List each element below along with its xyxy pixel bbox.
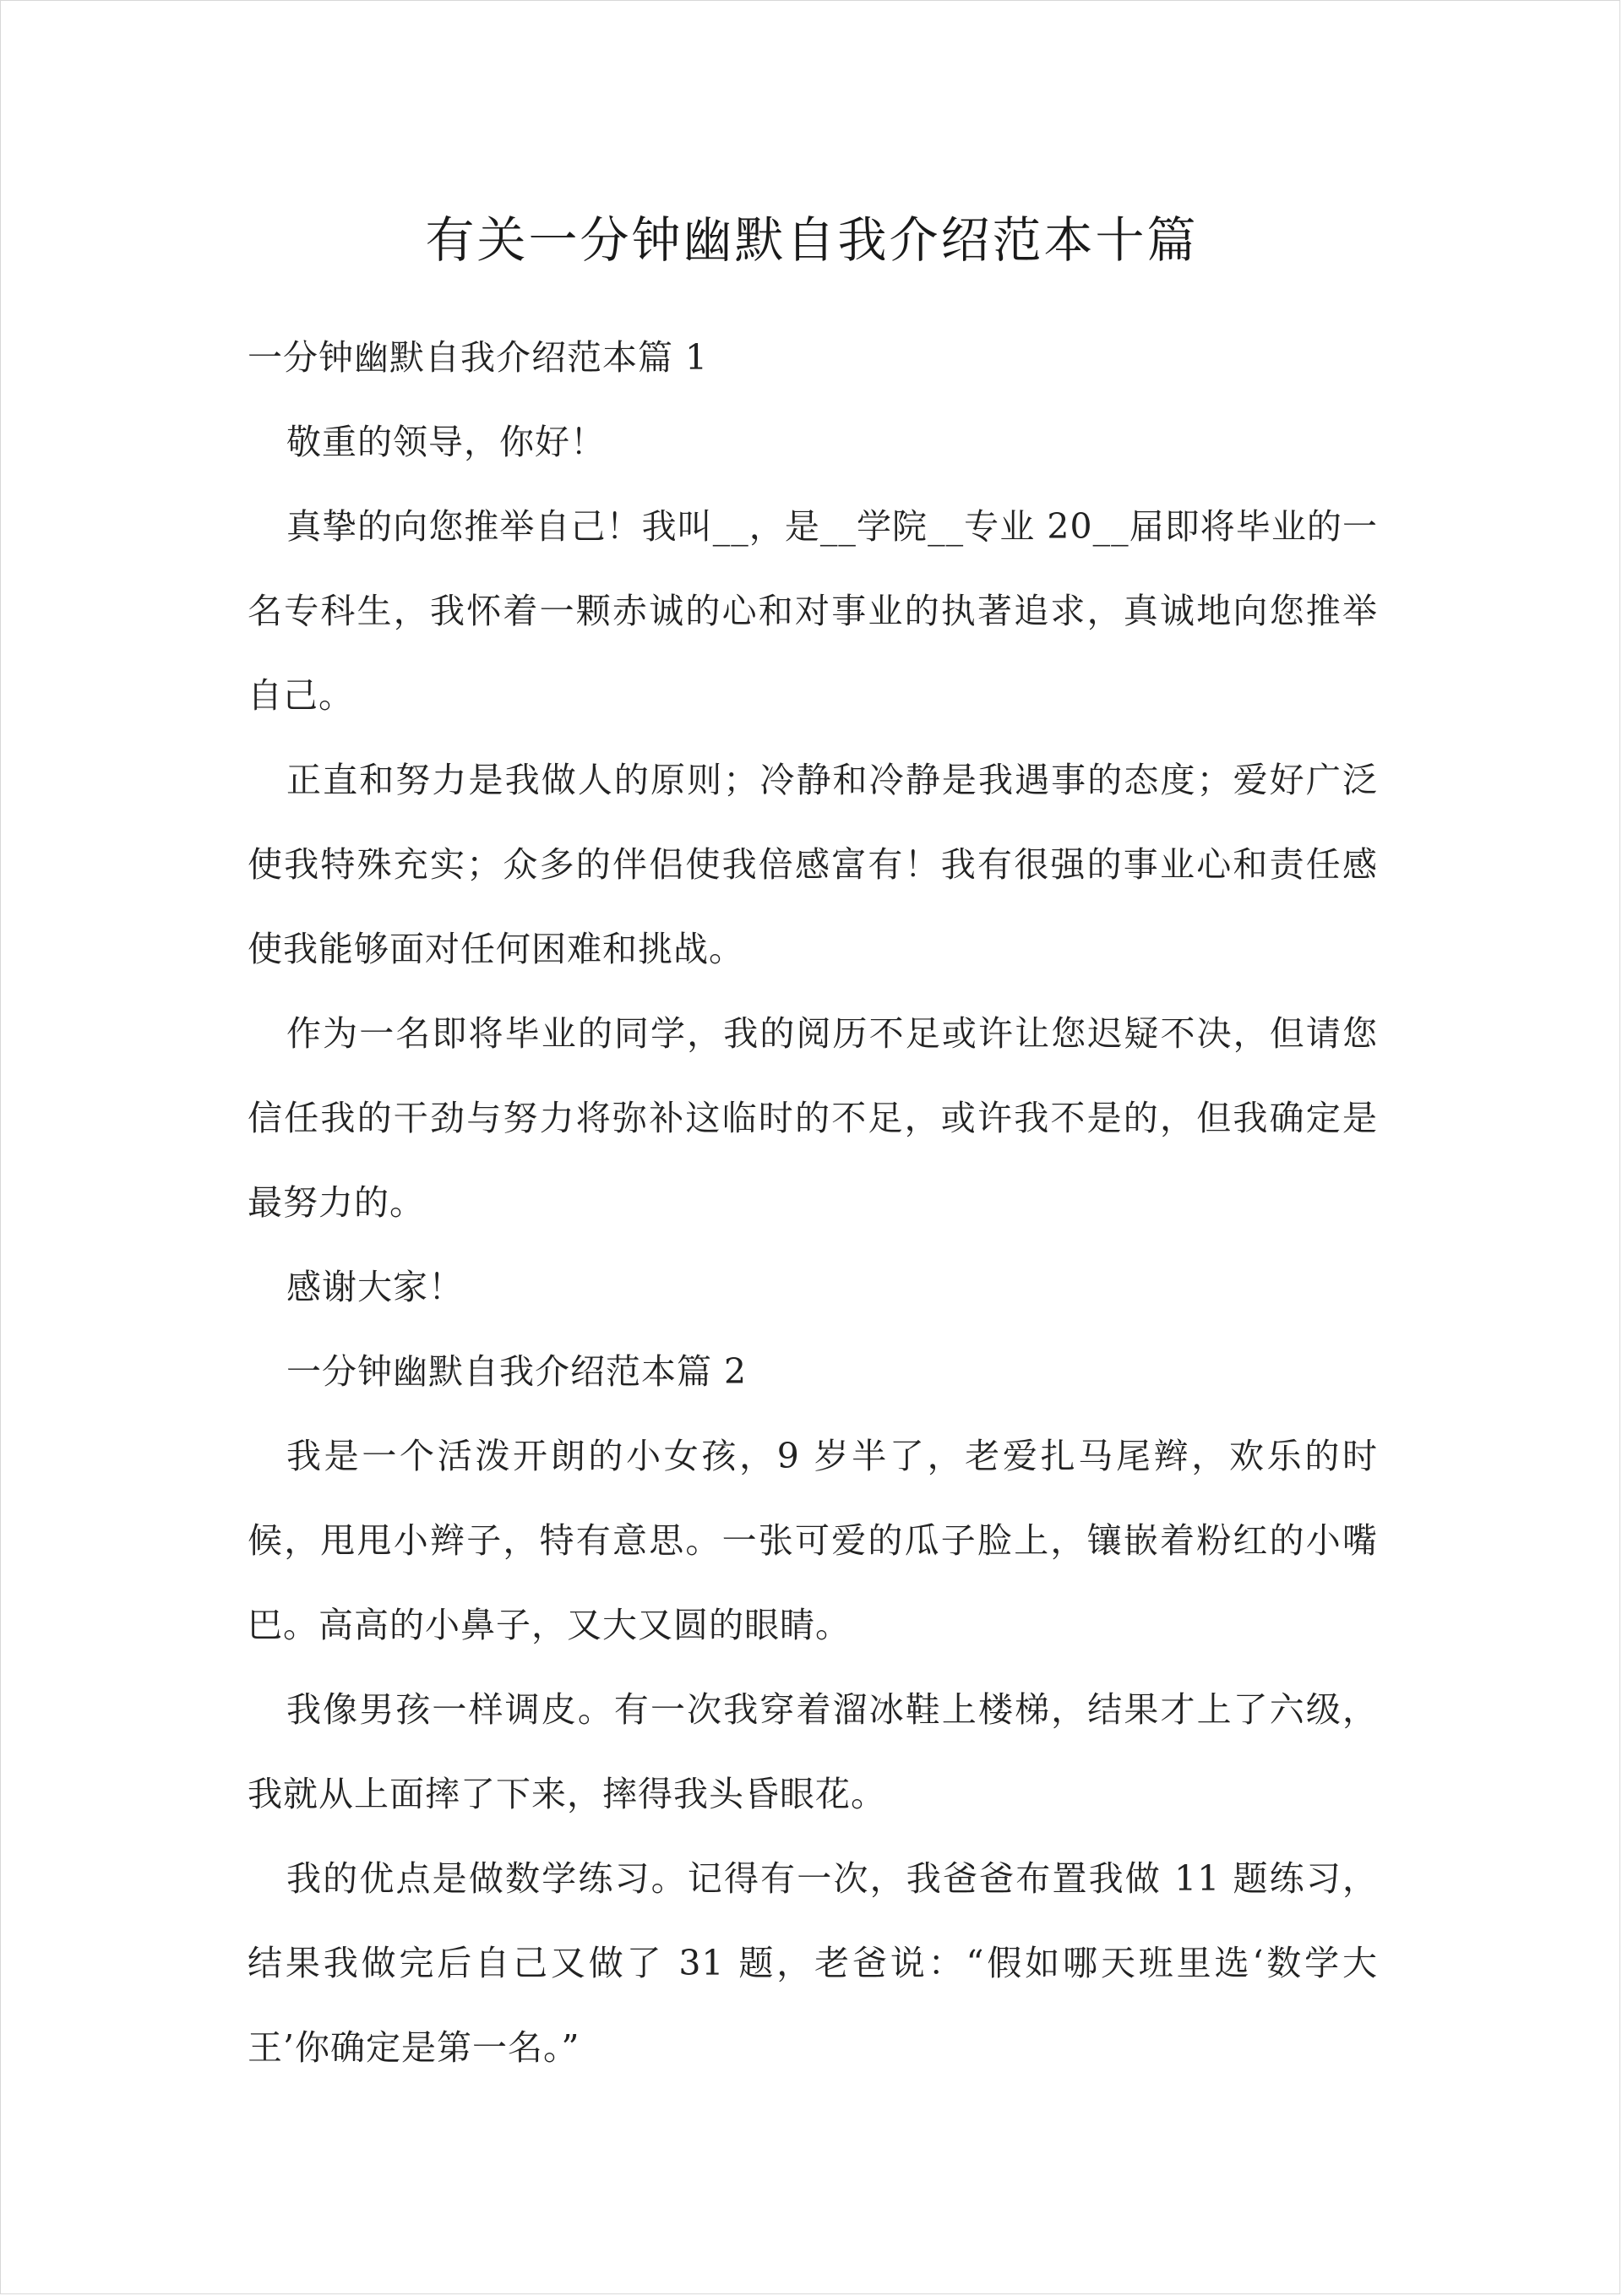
paragraph: 作为一名即将毕业的同学，我的阅历不足或许让您迟疑不决，但请您信任我的干劲与努力将弥补这临时的不足，或许我不是的，但我确定是最努力的。: [248, 1013, 1378, 1223]
section-heading: 一分钟幽默自我介绍范本篇 2: [286, 1351, 748, 1392]
paragraph: 敬重的领导，你好！: [286, 422, 606, 462]
paragraph: 感谢大家！: [286, 1267, 464, 1307]
paragraph: 我像男孩一样调皮。有一次我穿着溜冰鞋上楼梯，结果才上了六级，我就从上面摔了下来，摔得我头昏眼花。: [248, 1689, 1378, 1814]
document-body: [248, 315, 1378, 2090]
document-title: 有关一分钟幽默自我介绍范本十篇: [425, 211, 1199, 269]
paragraph: 我是一个活泼开朗的小女孩，9 岁半了，老爱扎马尾辫，欢乐的时候，甩甩小辫子，特有意思。一张可爱的瓜子脸上，镶嵌着粉红的小嘴巴。高高的小鼻子，又大又圆的眼睛。: [248, 1436, 1378, 1645]
paragraph: 正直和努力是我做人的原则；冷静和冷静是我遇事的态度；爱好广泛使我特殊充实；众多的伴侣使我倍感富有！我有很强的事业心和责任感使我能够面对任何困难和挑战。: [248, 760, 1378, 969]
paragraph: 真挚的向您推举自己！我叫__，是__学院__专业 20__届即将毕业的一名专科生，我怀着一颗赤诚的心和对事业的执著追求，真诚地向您推举自己。: [248, 506, 1378, 716]
section-heading: 一分钟幽默自我介绍范本篇 1: [248, 337, 709, 378]
paragraph: 我的优点是做数学练习。记得有一次，我爸爸布置我做 11 题练习，结果我做完后自己又做了 31 题，老爸说：“假如哪天班里选‘数学大王’你确定是第一名。”: [248, 1858, 1378, 2068]
